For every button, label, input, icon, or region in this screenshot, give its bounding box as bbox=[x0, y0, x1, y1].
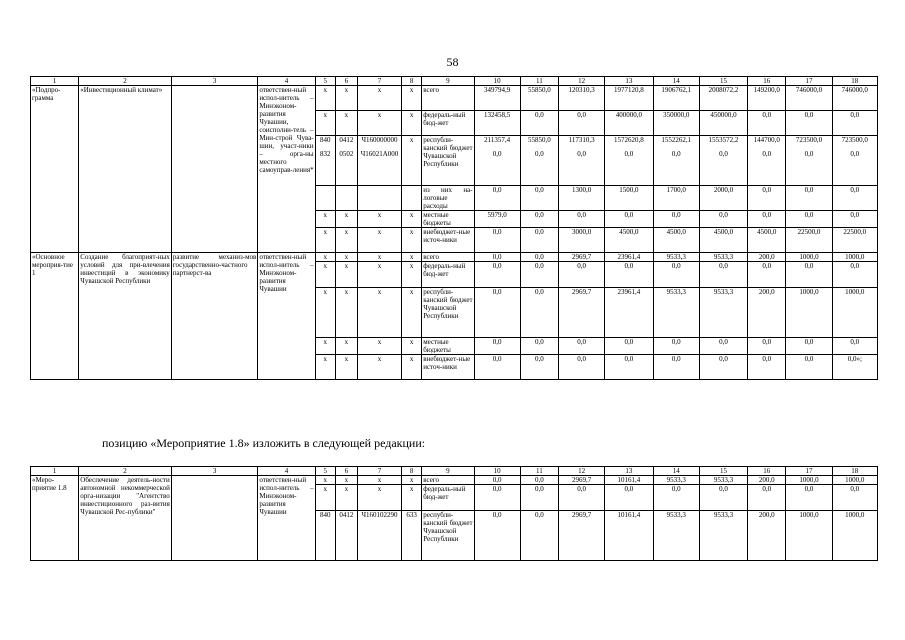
amount-cell: 0,0 bbox=[748, 186, 786, 211]
budget-code-cell: x bbox=[357, 262, 401, 288]
budget-code-cell bbox=[335, 186, 357, 211]
column-number: 11 bbox=[520, 77, 558, 86]
amount-cell: 4500,0 bbox=[699, 228, 747, 253]
expected-result-cell bbox=[171, 476, 258, 561]
budget-code-cell: x bbox=[357, 86, 401, 111]
column-number: 4 bbox=[258, 467, 315, 476]
amount-cell: 0,0»; bbox=[832, 355, 877, 380]
budget-code-cell: x bbox=[402, 485, 422, 511]
column-number: 3 bbox=[171, 77, 258, 86]
amount-cell: 211357,4 0,0 bbox=[474, 136, 520, 186]
amount-cell: 3000,0 bbox=[559, 228, 605, 253]
amount-cell: 0,0 bbox=[520, 476, 558, 485]
amount-cell: 10161,4 bbox=[605, 511, 653, 561]
funding-source-cell: федераль-ный бюд-жет bbox=[422, 111, 474, 136]
budget-code-cell: x bbox=[335, 253, 357, 262]
amount-cell: 0,0 bbox=[653, 338, 699, 355]
column-number: 14 bbox=[653, 467, 699, 476]
funding-source-cell: федераль-ный бюд-жет bbox=[422, 485, 474, 511]
funding-source-cell: внебюджет-ные источ-ники bbox=[422, 355, 474, 380]
amount-cell: 1977120,8 bbox=[605, 86, 653, 111]
amount-cell: 746000,0 bbox=[832, 86, 877, 111]
amount-cell: 9533,3 bbox=[653, 253, 699, 262]
amount-cell: 9533,3 bbox=[653, 511, 699, 561]
column-number: 2 bbox=[79, 467, 172, 476]
budget-code-cell: x bbox=[335, 211, 357, 228]
budget-code-cell: x bbox=[357, 288, 401, 338]
amount-cell: 0,0 bbox=[699, 211, 747, 228]
funding-source-cell: из них на-логовые расходы bbox=[423, 186, 473, 210]
amount-cell: 23961,4 bbox=[605, 288, 653, 338]
budget-code-cell: x bbox=[402, 262, 422, 288]
funding-source-cell: местные бюджеты bbox=[422, 211, 474, 228]
budget-code-cell: x bbox=[357, 253, 401, 262]
amount-cell: 0,0 bbox=[474, 476, 520, 485]
expected-result-cell: развитие механиз-мов государственно-частного партнерст-ва bbox=[171, 253, 258, 380]
amount-cell: 0,0 bbox=[474, 511, 520, 561]
amount-cell: 0,0 bbox=[786, 485, 832, 511]
funding-source-cell: федераль-ный бюд-жет bbox=[422, 262, 474, 288]
amount-cell: 9533,3 bbox=[699, 288, 747, 338]
amount-cell: 0,0 bbox=[832, 262, 877, 288]
funding-source-cell: всего bbox=[422, 253, 474, 262]
amount-cell: 0,0 bbox=[786, 262, 832, 288]
budget-code-cell: x bbox=[335, 485, 357, 511]
column-number: 6 bbox=[335, 77, 357, 86]
amount-cell: 0,0 bbox=[559, 338, 605, 355]
budget-code-cell: x bbox=[335, 262, 357, 288]
amount-cell: 0,0 bbox=[786, 338, 832, 355]
amount-cell: 23961,4 bbox=[605, 253, 653, 262]
amount-cell: 4500,0 bbox=[748, 228, 786, 253]
amount-cell: 5979,0 bbox=[474, 211, 520, 228]
column-number: 5 bbox=[315, 77, 335, 86]
amount-cell: 1300,0 bbox=[559, 186, 605, 211]
budget-code-cell: x bbox=[357, 111, 401, 136]
amount-cell: 746000,0 bbox=[786, 86, 832, 111]
column-number: 8 bbox=[402, 467, 422, 476]
amount-cell: 1000,0 bbox=[832, 288, 877, 338]
program-level-cell: «Подпро-грамма bbox=[31, 86, 79, 253]
amount-cell: 1572620,8 0,0 bbox=[605, 136, 653, 186]
amount-cell: 0,0 bbox=[653, 211, 699, 228]
amount-cell: 4500,0 bbox=[653, 228, 699, 253]
column-number: 10 bbox=[474, 467, 520, 476]
amount-cell: 349794,9 bbox=[474, 86, 520, 111]
executor-cell: ответствен-ный испол-нитель – Минэконом-развития Чувашии bbox=[258, 253, 315, 380]
amount-cell: 2969,7 bbox=[559, 253, 605, 262]
amount-cell: 1700,0 bbox=[653, 186, 699, 211]
amount-cell: 0,0 bbox=[559, 111, 605, 136]
column-number: 18 bbox=[832, 77, 877, 86]
amount-cell: 0,0 bbox=[559, 211, 605, 228]
column-number: 18 bbox=[832, 467, 877, 476]
amount-cell: 9533,3 bbox=[699, 511, 747, 561]
amount-cell: 0,0 bbox=[832, 211, 877, 228]
budget-code-cell: 840 832 bbox=[315, 136, 335, 186]
amount-cell: 0,0 bbox=[832, 338, 877, 355]
amount-cell: 0,0 bbox=[832, 485, 877, 511]
column-number-row bbox=[31, 77, 878, 86]
funding-source-cell: местные бюджеты bbox=[422, 338, 474, 355]
program-name-cell: Создание благоприят-ных условий для при-влечения инвестиций в экономику Чувашской Республики bbox=[79, 253, 172, 380]
budget-code-cell: x bbox=[315, 476, 335, 485]
amount-cell: 0,0 bbox=[520, 253, 558, 262]
budget-code-cell: x bbox=[315, 262, 335, 288]
amount-cell: 0,0 bbox=[748, 338, 786, 355]
funding-source-cell: внебюджет-ные источ-ники bbox=[422, 228, 474, 253]
budget-code-cell: x bbox=[357, 355, 401, 380]
column-number: 5 bbox=[315, 467, 335, 476]
amount-cell: 0,0 bbox=[474, 338, 520, 355]
funding-source-cell: всего bbox=[422, 476, 474, 485]
expected-result-cell bbox=[171, 86, 258, 253]
amount-cell: 723500,0 0,0 bbox=[786, 136, 832, 186]
amount-cell: 1553572,2 0,0 bbox=[699, 136, 747, 186]
budget-code-cell: x bbox=[315, 111, 335, 136]
section-heading: позицию «Мероприятие 1.8» изложить в следующей редакции: bbox=[102, 436, 426, 450]
page-number: 58 bbox=[446, 55, 459, 69]
executor-cell: ответствен-ный испол-нитель – Минэконом-развития Чувашии, соисполни-тель – Мин-строй Чува-шии, участ-ники – орга-ны местного самоуправ-ления* bbox=[258, 86, 315, 253]
amount-cell: 2000,0 bbox=[699, 186, 747, 211]
amount-cell: 350000,0 bbox=[653, 111, 699, 136]
budget-code-cell: x bbox=[402, 476, 422, 485]
budget-code-cell: x bbox=[335, 288, 357, 338]
budget-code-cell: x bbox=[402, 338, 422, 355]
budget-code-cell: x bbox=[402, 355, 422, 380]
amount-cell: 0,0 bbox=[786, 111, 832, 136]
column-number: 7 bbox=[357, 467, 401, 476]
budget-code-cell: x bbox=[315, 355, 335, 380]
amount-cell: 0,0 bbox=[520, 288, 558, 338]
amount-cell: 1552262,1 0,0 bbox=[653, 136, 699, 186]
column-number: 2 bbox=[79, 77, 172, 86]
amount-cell: 0,0 bbox=[748, 211, 786, 228]
column-number: 15 bbox=[699, 467, 747, 476]
table-row bbox=[31, 253, 878, 262]
budget-code-cell: x bbox=[335, 355, 357, 380]
amount-cell: 0,0 bbox=[520, 111, 558, 136]
budget-code-cell: x bbox=[335, 86, 357, 111]
budget-code-cell bbox=[357, 186, 401, 211]
budget-code-cell: x bbox=[402, 86, 422, 111]
budget-code-cell: x bbox=[357, 485, 401, 511]
amount-cell: 0,0 bbox=[474, 288, 520, 338]
budget-code-cell: x bbox=[402, 253, 422, 262]
amount-cell: 9533,3 bbox=[699, 253, 747, 262]
amount-cell: 0,0 bbox=[748, 355, 786, 380]
amount-cell: 0,0 bbox=[520, 485, 558, 511]
amount-cell: 0,0 bbox=[653, 355, 699, 380]
column-number: 17 bbox=[786, 77, 832, 86]
amount-cell: 0,0 bbox=[748, 485, 786, 511]
budget-code-cell: Ч160102290 bbox=[357, 511, 401, 561]
budget-code-cell: 840 bbox=[315, 511, 335, 561]
program-level-cell: «Меро-приятие 1.8 bbox=[31, 476, 79, 561]
column-number: 10 bbox=[474, 77, 520, 86]
column-number: 16 bbox=[748, 77, 786, 86]
amount-cell: 9533,3 bbox=[653, 476, 699, 485]
funding-source-cell: всего bbox=[422, 86, 474, 111]
column-number: 16 bbox=[748, 467, 786, 476]
amount-cell: 1000,0 bbox=[786, 288, 832, 338]
budget-code-cell: x bbox=[315, 211, 335, 228]
column-number: 6 bbox=[335, 467, 357, 476]
table-row bbox=[31, 476, 878, 485]
column-number: 9 bbox=[422, 77, 474, 86]
amount-cell: 0,0 bbox=[520, 511, 558, 561]
table-row bbox=[31, 86, 878, 111]
amount-cell: 0,0 bbox=[474, 355, 520, 380]
amount-cell: 0,0 bbox=[653, 485, 699, 511]
amount-cell: 200,0 bbox=[748, 288, 786, 338]
column-number: 1 bbox=[31, 467, 79, 476]
amount-cell: 0,0 bbox=[474, 186, 520, 211]
budget-code-cell: x bbox=[315, 228, 335, 253]
amount-cell: 0,0 bbox=[520, 186, 558, 211]
amount-cell: 200,0 bbox=[748, 511, 786, 561]
amount-cell: 9533,3 bbox=[699, 476, 747, 485]
budget-code-cell: x bbox=[357, 228, 401, 253]
amount-cell: 0,0 bbox=[559, 485, 605, 511]
program-level-cell: «Основное мероприя-тие 1 bbox=[31, 253, 79, 380]
amount-cell: 0,0 bbox=[520, 211, 558, 228]
amount-cell: 0,0 bbox=[559, 355, 605, 380]
amount-cell: 1000,0 bbox=[832, 253, 877, 262]
amount-cell: 117310,3 0,0 bbox=[559, 136, 605, 186]
column-number: 13 bbox=[605, 77, 653, 86]
amount-cell: 0,0 bbox=[786, 186, 832, 211]
budget-code-cell: x bbox=[402, 111, 422, 136]
column-number: 3 bbox=[171, 467, 258, 476]
amount-cell: 22500,0 bbox=[786, 228, 832, 253]
column-number-row bbox=[31, 467, 878, 476]
budget-code-cell: x bbox=[335, 228, 357, 253]
amount-cell: 0,0 bbox=[605, 355, 653, 380]
budget-code-cell: x bbox=[357, 476, 401, 485]
budget-table-event-1-8 bbox=[30, 466, 878, 561]
amount-cell: 0,0 bbox=[786, 355, 832, 380]
amount-cell: 0,0 bbox=[474, 228, 520, 253]
column-number: 4 bbox=[258, 77, 315, 86]
budget-code-cell: 633 bbox=[402, 511, 422, 561]
amount-cell: 1000,0 bbox=[786, 511, 832, 561]
column-number: 15 bbox=[699, 77, 747, 86]
budget-code-cell: Ч160000000 Ч16021А000 bbox=[357, 136, 401, 186]
budget-code-cell: x bbox=[402, 211, 422, 228]
amount-cell: 55850,0 bbox=[520, 86, 558, 111]
budget-code-cell: x bbox=[402, 136, 422, 186]
column-number: 7 bbox=[357, 77, 401, 86]
amount-cell: 0,0 bbox=[699, 485, 747, 511]
amount-cell: 0,0 bbox=[832, 111, 877, 136]
budget-table-main bbox=[30, 76, 878, 380]
budget-code-cell: x bbox=[357, 338, 401, 355]
column-number: 14 bbox=[653, 77, 699, 86]
amount-cell: 450000,0 bbox=[699, 111, 747, 136]
funding-source-cell: республи-канский бюджет Чувашской Республики bbox=[422, 288, 474, 338]
budget-code-cell: x bbox=[402, 228, 422, 253]
funding-source-cell: республи-канский бюджет Чувашской Республики bbox=[422, 511, 474, 561]
amount-cell: 1906762,1 bbox=[653, 86, 699, 111]
amount-cell: 2969,7 bbox=[559, 476, 605, 485]
amount-cell: 0,0 bbox=[474, 485, 520, 511]
column-number: 12 bbox=[559, 467, 605, 476]
amount-cell: 1000,0 bbox=[832, 511, 877, 561]
budget-code-cell bbox=[315, 186, 335, 211]
amount-cell: 0,0 bbox=[699, 262, 747, 288]
amount-cell: 200,0 bbox=[748, 476, 786, 485]
program-name-cell: Обеспечение деятель-ности автономной некоммерческой орга-низации "Агентство инвестиционного раз-вития Чувашской Рес-публики" bbox=[79, 476, 172, 561]
budget-code-cell bbox=[402, 186, 422, 211]
amount-cell: 10161,4 bbox=[605, 476, 653, 485]
budget-code-cell: x bbox=[335, 338, 357, 355]
column-number: 1 bbox=[31, 77, 79, 86]
amount-cell: 0,0 bbox=[699, 338, 747, 355]
amount-cell: 2969,7 bbox=[559, 288, 605, 338]
budget-code-cell: x bbox=[315, 485, 335, 511]
column-number: 12 bbox=[559, 77, 605, 86]
budget-code-cell: x bbox=[315, 288, 335, 338]
amount-cell: 0,0 bbox=[653, 262, 699, 288]
amount-cell: 0,0 bbox=[605, 262, 653, 288]
column-number: 13 bbox=[605, 467, 653, 476]
amount-cell: 149200,0 bbox=[748, 86, 786, 111]
amount-cell: 0,0 bbox=[520, 228, 558, 253]
column-number: 8 bbox=[402, 77, 422, 86]
amount-cell: 9533,3 bbox=[653, 288, 699, 338]
amount-cell: 1000,0 bbox=[832, 476, 877, 485]
budget-code-cell: x bbox=[357, 211, 401, 228]
amount-cell: 0,0 bbox=[474, 253, 520, 262]
budget-code-cell: x bbox=[315, 86, 335, 111]
amount-cell: 0,0 bbox=[605, 211, 653, 228]
amount-cell: 0,0 bbox=[474, 262, 520, 288]
executor-cell: ответствен-ный испол-нитель – Минэконом-развития Чувашии bbox=[258, 476, 315, 561]
amount-cell: 200,0 bbox=[748, 253, 786, 262]
column-number: 17 bbox=[786, 467, 832, 476]
amount-cell: 0,0 bbox=[520, 262, 558, 288]
budget-code-cell: x bbox=[315, 338, 335, 355]
amount-cell: 0,0 bbox=[605, 485, 653, 511]
program-name-cell: «Инвестиционный климат» bbox=[79, 86, 172, 253]
amount-cell: 1000,0 bbox=[786, 253, 832, 262]
amount-cell: 1500,0 bbox=[605, 186, 653, 211]
funding-source-cell: республи-канский бюджет Чувашской Республики bbox=[422, 136, 474, 186]
amount-cell: 1000,0 bbox=[786, 476, 832, 485]
amount-cell: 0,0 bbox=[748, 262, 786, 288]
budget-code-cell: x bbox=[315, 253, 335, 262]
amount-cell: 0,0 bbox=[605, 338, 653, 355]
amount-cell: 0,0 bbox=[699, 355, 747, 380]
budget-code-cell: 0412 bbox=[335, 511, 357, 561]
budget-code-cell: x bbox=[335, 111, 357, 136]
amount-cell: 0,0 bbox=[520, 355, 558, 380]
budget-code-cell: x bbox=[335, 476, 357, 485]
amount-cell: 4500,0 bbox=[605, 228, 653, 253]
column-number: 11 bbox=[520, 467, 558, 476]
amount-cell: 400000,0 bbox=[605, 111, 653, 136]
amount-cell: 0,0 bbox=[832, 186, 877, 211]
amount-cell: 2008072,2 bbox=[699, 86, 747, 111]
amount-cell: 55850,0 0,0 bbox=[520, 136, 558, 186]
amount-cell: 0,0 bbox=[520, 338, 558, 355]
amount-cell: 22500,0 bbox=[832, 228, 877, 253]
amount-cell: 132458,5 bbox=[474, 111, 520, 136]
amount-cell: 2969,7 bbox=[559, 511, 605, 561]
amount-cell: 723500,0 0,0 bbox=[832, 136, 877, 186]
amount-cell: 120310,3 bbox=[559, 86, 605, 111]
budget-code-cell: x bbox=[402, 288, 422, 338]
amount-cell: 0,0 bbox=[786, 211, 832, 228]
amount-cell: 0,0 bbox=[748, 111, 786, 136]
column-number: 9 bbox=[422, 467, 474, 476]
budget-code-cell: 0412 0502 bbox=[335, 136, 357, 186]
amount-cell: 144700,0 0,0 bbox=[748, 136, 786, 186]
amount-cell: 0,0 bbox=[559, 262, 605, 288]
